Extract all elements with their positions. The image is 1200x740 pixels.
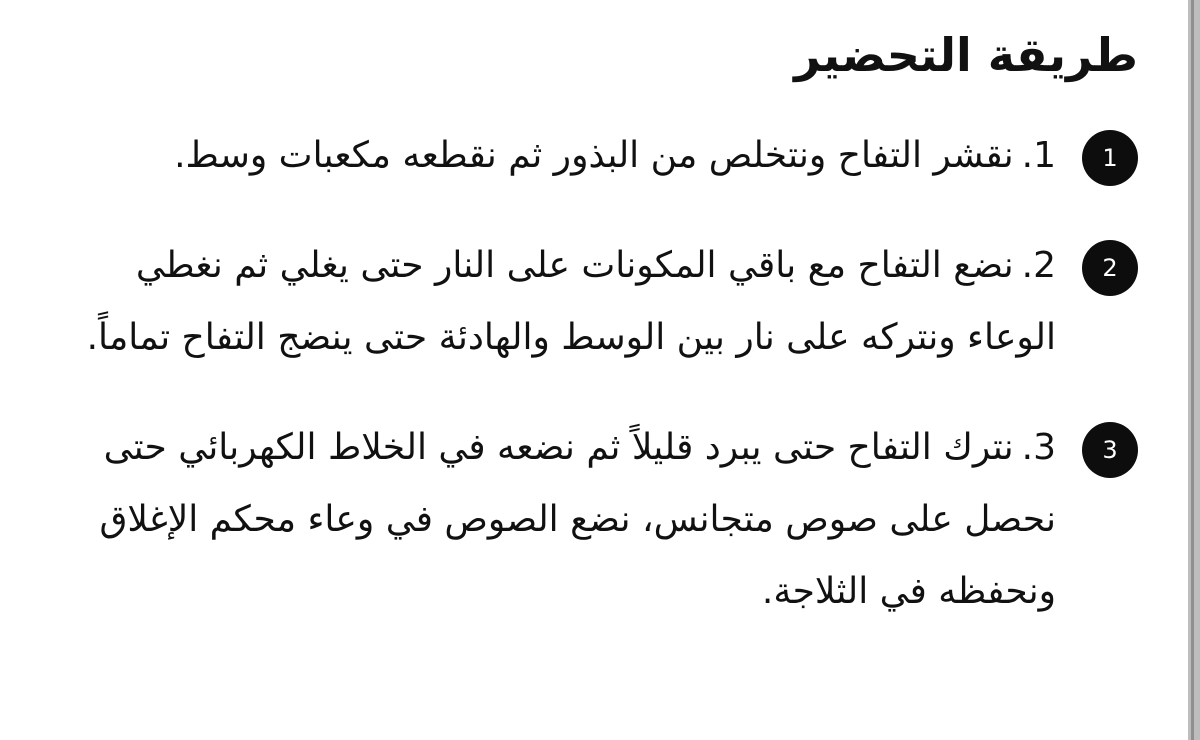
step-description: نترك التفاح حتى يبرد قليلاً ثم نضعه في الخلاط الكهربائي حتى نحصل على صوص متجانس، نضع الصوص في وعاء محكم الإغلاق ونحفظه في الثلاجة. [99,427,1056,612]
right-edge-bar [1188,0,1200,740]
step-description: نقشر التفاح ونتخلص من البذور ثم نقطعه مكعبات وسط. [174,135,1014,176]
step-item-1 [48,120,1138,192]
step-text [76,120,1056,192]
step-text [76,412,1056,628]
step-item-3 [48,412,1138,628]
step-number: 3. [1021,427,1056,468]
step-number: 1. [1021,135,1056,176]
step-number: 2. [1021,245,1056,286]
steps-list [48,120,1138,628]
step-description: نضع التفاح مع باقي المكونات على النار حتى يغلي ثم نغطي الوعاء ونتركه على نار بين الوسط والهادئة حتى ينضج التفاح تماماً. [86,245,1056,358]
step-text [76,230,1056,374]
step-number-badge: 2 [1082,240,1138,296]
step-number-badge: 3 [1082,422,1138,478]
recipe-method-section [48,18,1138,666]
step-item-2 [48,230,1138,374]
section-title: طريقة التحضير [794,28,1138,82]
step-number-badge: 1 [1082,130,1138,186]
